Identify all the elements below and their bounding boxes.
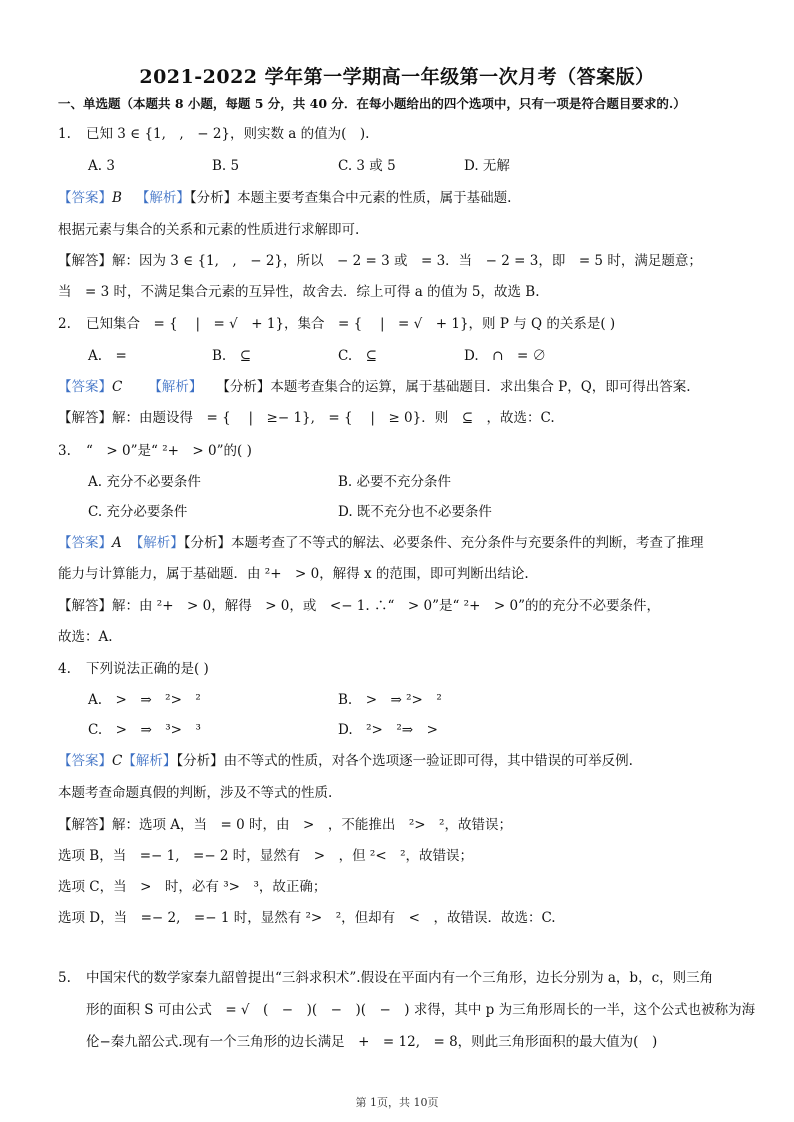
q1-option-c: C. 3 或 5 xyxy=(338,158,396,174)
q5-text-line: 伦−秦九韶公式.现有一个三角形的边长满足 + = 12, = 8，则此三角形面积的最大值为( ) xyxy=(86,1034,658,1050)
question-5: 5. 中国宋代的数学家秦九韶曾提出“三斜求积术”.假设在平面内有一个三角形，边长分别为 a，b，c，则三角 xyxy=(58,970,714,986)
q2-option-a: A. = xyxy=(88,348,127,364)
q3-text-line: 能力与计算能力，属于基础题．由 ²+ > 0，解得 x 的范围，即可判断出结论. xyxy=(58,566,529,582)
q1-text-line: 当 = 3 时，不满足集合元素的互异性，故舍去．综上可得 a 的值为 5，故选 B. xyxy=(58,284,540,300)
q3-text-line: 故选：A. xyxy=(58,629,113,645)
page-footer: 第 1页，共 10页 xyxy=(355,1096,439,1109)
q1-option-b: B. 5 xyxy=(212,158,240,174)
q2-answer-line: 【答案】C 【解析】 【分析】本题考查集合的运算，属于基础题目．求出集合 P，Q，即可得出答案. xyxy=(58,379,691,395)
q3-text-line: 【解答】解：由 ²+ > 0，解得 > 0，或 <− 1. ∴“ > 0”是“ ²+ > 0”的的充分不必要条件， xyxy=(58,598,660,614)
q4-text-line: 选项 C，当 > 时，必有 ³> ³，故正确； xyxy=(58,879,327,895)
q3-option-a: A. 充分不必要条件 xyxy=(88,474,201,490)
question-4: 4. 下列说法正确的是( ) xyxy=(58,661,209,677)
section-heading: 一、单选题（本题共 8 小题，每题 5 分，共 40 分．在每小题给出的四个选项中，只有一项是符合题目要求的.） xyxy=(58,96,686,111)
question-1: 1. 已知 3 ∈ {1, , − 2}，则实数 a 的值为( ). xyxy=(58,126,370,142)
q3-option-b: B. 必要不充分条件 xyxy=(338,474,452,490)
q1-answer-line: 【答案】B 【解析】【分析】本题主要考查集合中元素的性质，属于基础题. xyxy=(58,190,512,206)
q4-text-line: 选项 B，当 =− 1, =− 2 时，显然有 > ，但 ²< ²，故错误； xyxy=(58,848,474,864)
question-3: 3. “ > 0”是“ ²+ > 0”的( ) xyxy=(58,443,252,459)
q2-text-line: 【解答】解：由题设得 = { | ≥− 1}, = { | ≥ 0}．则 ⊆ ，故选：C. xyxy=(58,410,555,426)
page-title: 2021-2022 学年第一学期高一年级第一次月考（答案版） xyxy=(139,66,655,88)
q1-option-d: D. 无解 xyxy=(464,158,510,174)
q2-option-c: C. ⊆ xyxy=(338,348,377,364)
q4-option-a: A. > ⇒ ²> ² xyxy=(88,692,201,708)
q3-option-d: D. 既不充分也不必要条件 xyxy=(338,504,492,520)
q4-text-line: 【解答】解：选项 A，当 = 0 时，由 > ，不能推出 ²> ²，故错误； xyxy=(58,817,512,833)
q4-option-c: C. > ⇒ ³> ³ xyxy=(88,722,201,738)
q4-option-d: D. ²> ²⇒ > xyxy=(338,722,438,738)
q1-text-line: 根据元素与集合的关系和元素的性质进行求解即可. xyxy=(58,222,360,238)
q4-text-line: 选项 D，当 =− 2, =− 1 时，显然有 ²> ²，但却有 < ，故错误．故选：C. xyxy=(58,910,556,926)
q2-option-b: B. ⊆ xyxy=(212,348,252,364)
q1-text-line: 【解答】解：因为 3 ∈ {1, , − 2}，所以 − 2 = 3 或 = 3．当 − 2 = 3，即 = 5 时，满足题意； xyxy=(58,253,702,269)
q4-answer-line: 【答案】C【解析】【分析】由不等式的性质，对各个选项逐一验证即可得，其中错误的可举反例. xyxy=(58,753,633,769)
q3-option-c: C. 充分必要条件 xyxy=(88,504,188,520)
question-2: 2. 已知集合 = { | = √ + 1}，集合 = { | = √ + 1}，则 P 与 Q 的关系是( ) xyxy=(58,316,616,332)
q1-option-a: A. 3 xyxy=(88,158,115,174)
q3-answer-line: 【答案】A 【解析】【分析】本题考查了不等式的解法、必要条件、充分条件与充要条件的判断，考查了推理 xyxy=(58,535,704,551)
q2-option-d: D. ∩ = ∅ xyxy=(464,348,547,364)
q4-option-b: B. > ⇒ ²> ² xyxy=(338,692,442,708)
q5-text-line: 形的面积 S 可由公式 = √ ( − )( − )( − ) 求得，其中 p 为三角形周长的一半，这个公式也被称为海 xyxy=(86,1002,756,1018)
q4-text-line: 本题考查命题真假的判断，涉及不等式的性质. xyxy=(58,785,333,801)
